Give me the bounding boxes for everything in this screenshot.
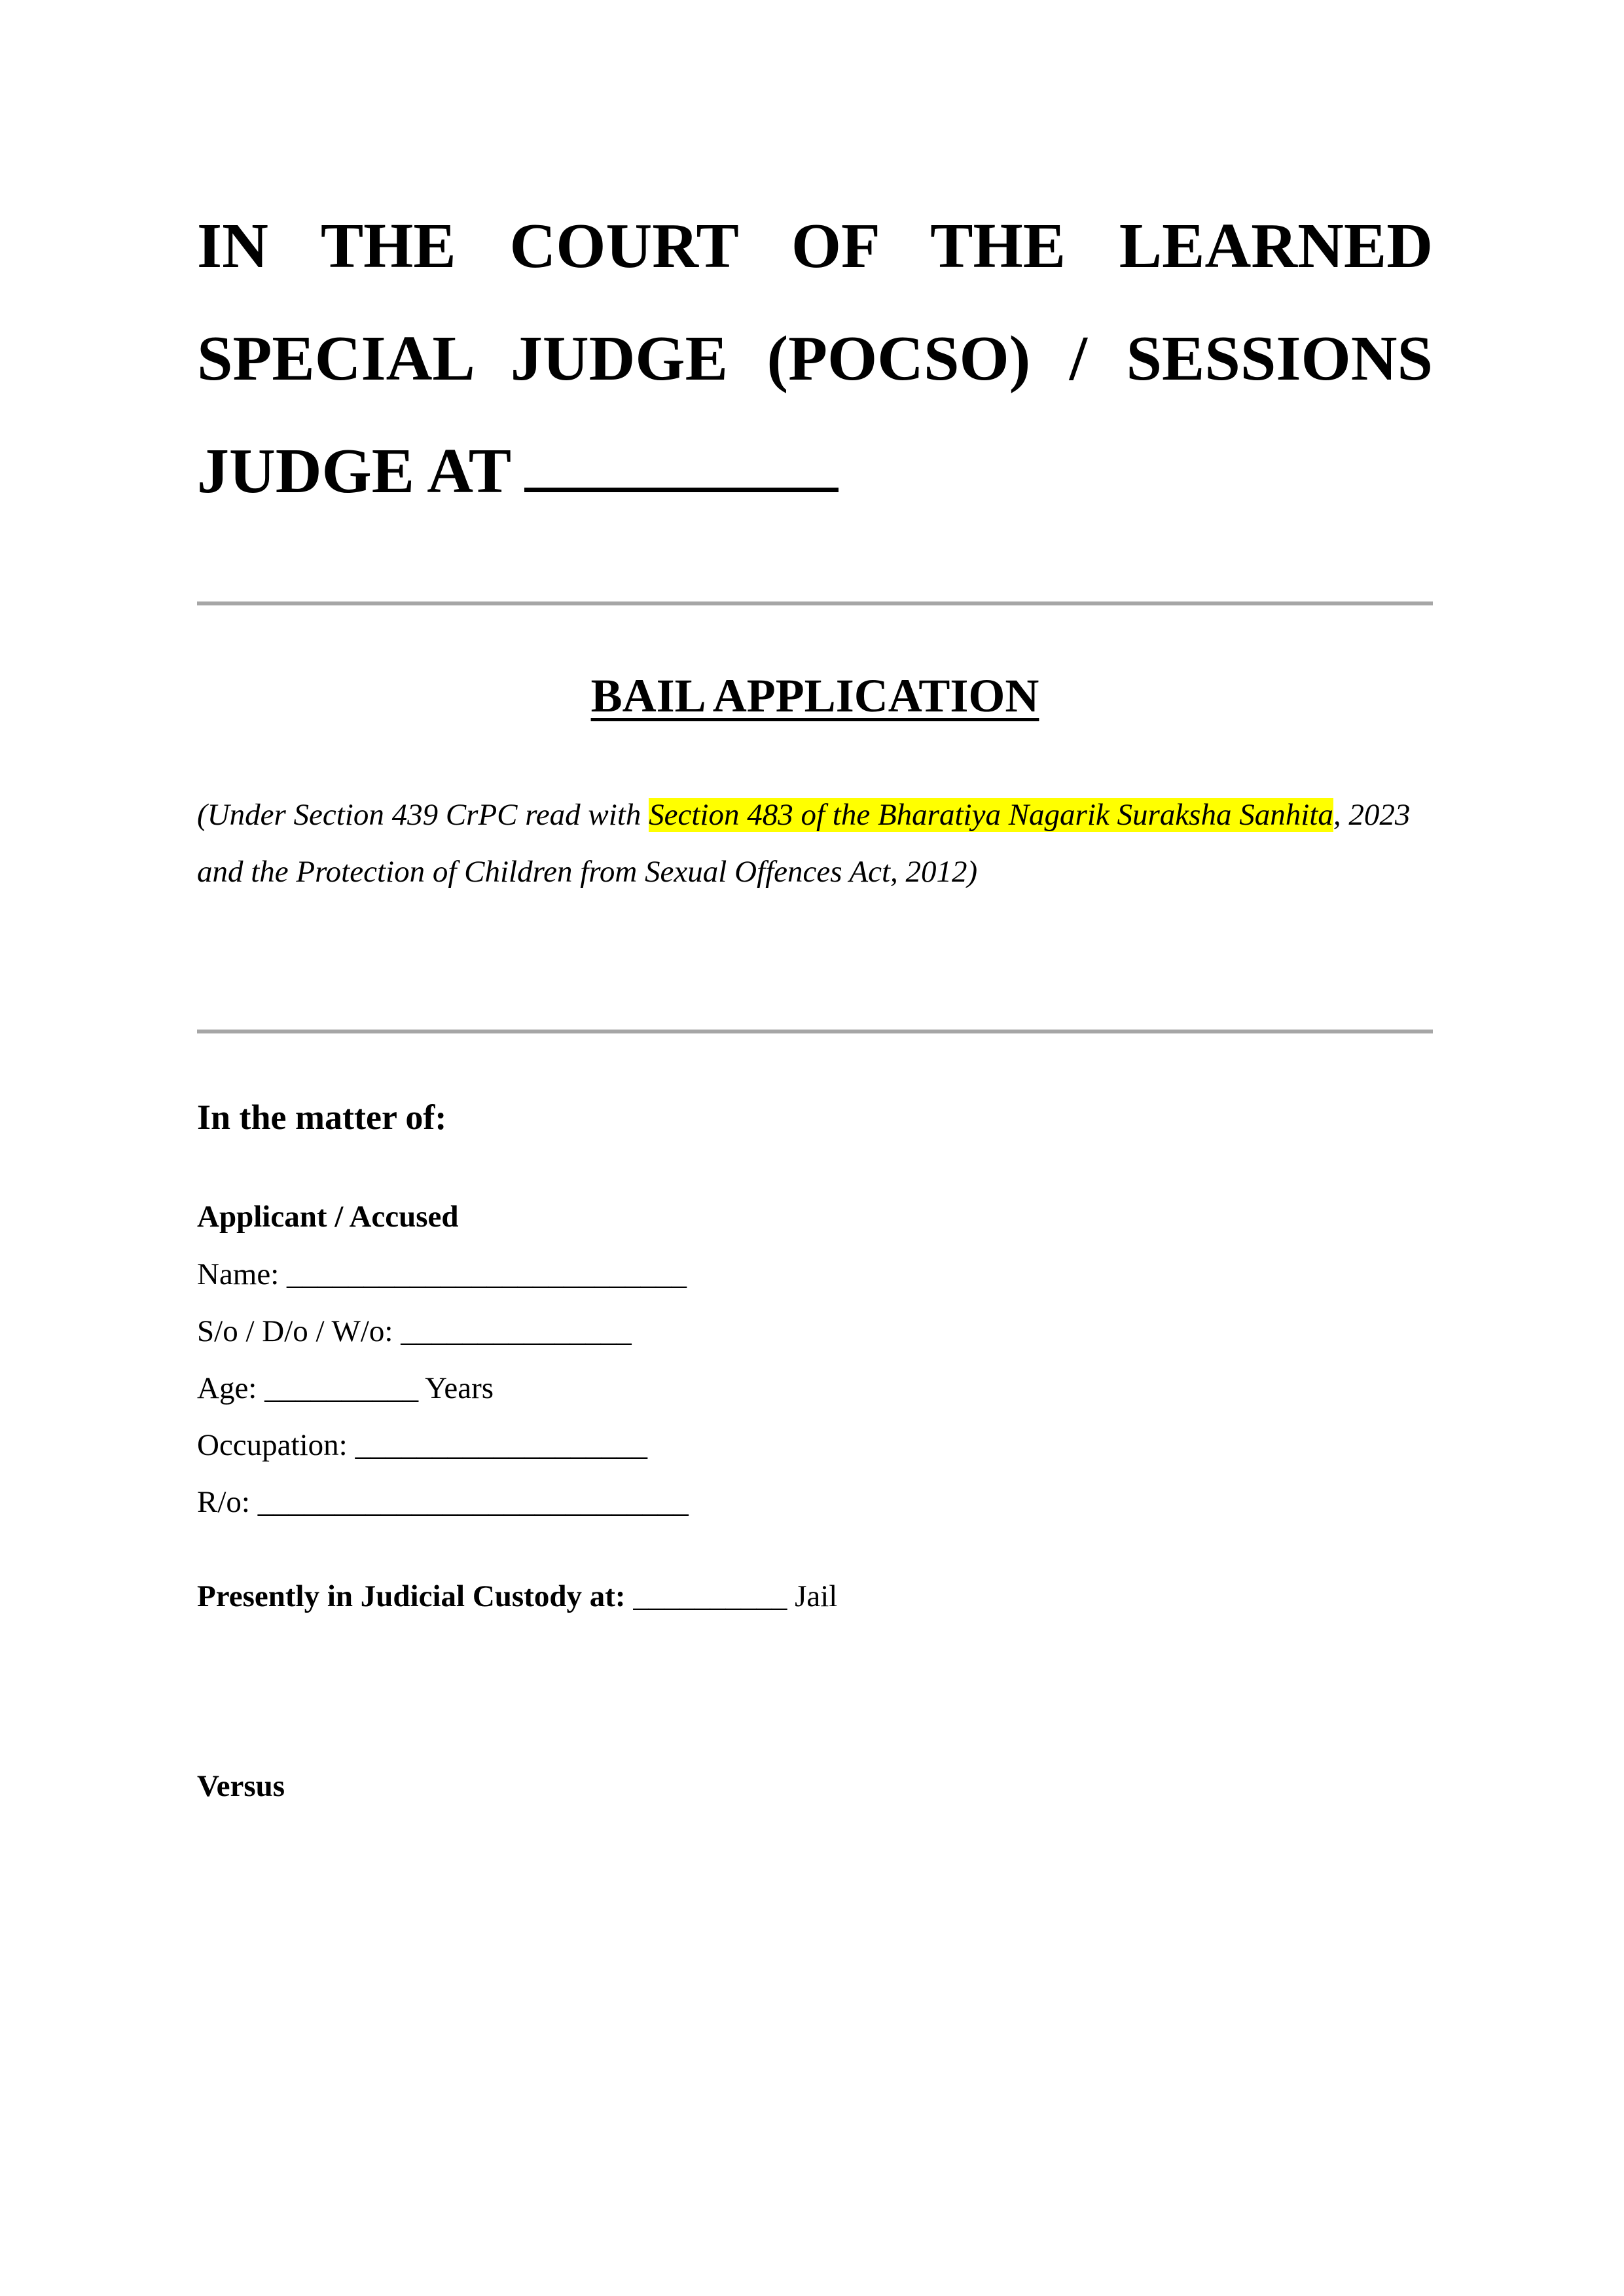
age-field: Age: __________ Years xyxy=(197,1371,494,1405)
divider-bottom xyxy=(197,1030,1433,1033)
court-location-blank xyxy=(524,446,839,492)
occupation-field: Occupation: ___________________ xyxy=(197,1428,647,1462)
statutory-reference-suffix: , 2023 xyxy=(1333,798,1411,832)
statutory-reference-line2: and the Protection of Children from Sexual Offences Act, 2012) xyxy=(197,855,978,889)
applicant-heading: Applicant / Accused xyxy=(197,1200,459,1234)
name-field: Name: __________________________ xyxy=(197,1257,687,1291)
custody-label: Presently in Judicial Custody at: xyxy=(197,1579,626,1613)
highlighted-section-reference: Section 483 of the Bharatiya Nagarik Suraksha Sanhita xyxy=(649,798,1333,832)
residence-field: R/o: ____________________________ xyxy=(197,1485,689,1519)
divider-top xyxy=(197,601,1433,605)
court-title-text: IN THE COURT OF THE LEARNED SPECIAL JUDGE (POCSO) / SESSIONS JUDGE AT xyxy=(197,211,1433,507)
matter-heading: In the matter of: xyxy=(197,1098,447,1137)
relation-field: S/o / D/o / W/o: _______________ xyxy=(197,1314,632,1348)
court-title xyxy=(197,190,1433,528)
statutory-reference-prefix: (Under Section 439 CrPC read with xyxy=(197,798,649,832)
statutory-reference xyxy=(197,787,1433,901)
custody-line xyxy=(197,1579,837,1614)
application-title: BAIL APPLICATION xyxy=(590,670,1039,722)
versus-heading: Versus xyxy=(197,1769,285,1803)
custody-value: __________ Jail xyxy=(625,1579,838,1613)
